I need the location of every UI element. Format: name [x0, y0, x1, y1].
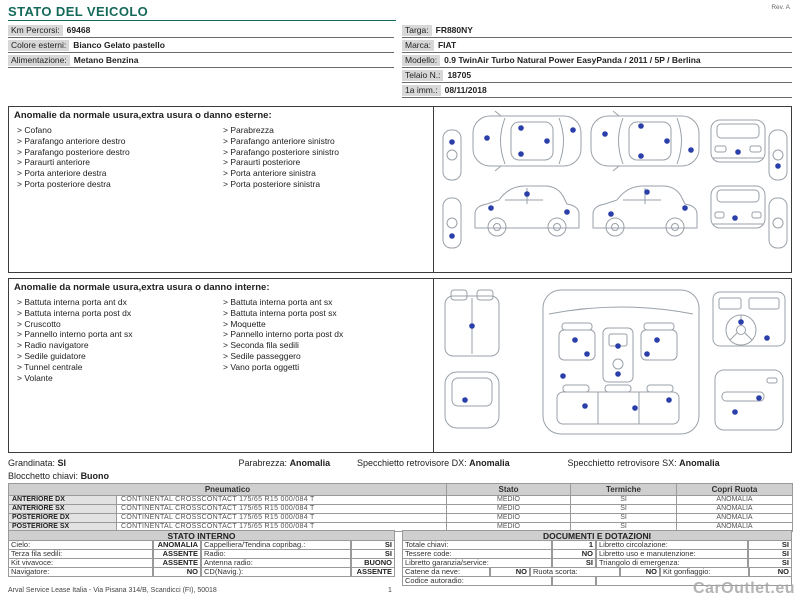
field-label: Ruota scorta:: [530, 568, 620, 577]
summary-item: [8, 471, 792, 482]
field-label: Navigatore:: [8, 568, 153, 577]
column-header: Copri Ruota: [677, 484, 793, 496]
field-label: Modello:: [402, 55, 440, 66]
field-value: NO: [153, 568, 201, 577]
field-label: Libretto garanzia/service:: [402, 559, 552, 568]
table-row: [402, 541, 792, 550]
vehicle-field: [8, 25, 394, 38]
tire-row: [9, 496, 793, 505]
tire-winter: SI: [571, 523, 677, 532]
field-label: Kit gonfiaggio:: [660, 568, 749, 577]
field-label: Antenna radio:: [201, 559, 351, 568]
field-label: Colore esterni:: [8, 40, 69, 51]
damage-item: > Paraurti posteriore: [223, 157, 301, 168]
tire-row: [9, 505, 793, 514]
summary-value: Anomalia: [469, 458, 510, 468]
tire-hubcap: ANOMALIA: [677, 496, 793, 505]
column-header: Pneumatico: [9, 484, 447, 496]
tire-winter: SI: [571, 496, 677, 505]
field-label: Triangolo di emergenza:: [596, 559, 748, 568]
field-label: Marca:: [402, 40, 434, 51]
boot-view: [445, 372, 499, 428]
field-label: Libretto uso e manutenzione:: [596, 550, 748, 559]
summary-item: [568, 458, 720, 469]
field-value: 08/11/2018: [444, 85, 487, 95]
table-row: [402, 568, 792, 577]
field-label: Cielo:: [8, 541, 153, 550]
vehicle-field: [8, 55, 394, 68]
field-value: ASSENTE: [153, 550, 201, 559]
vehicle-fields-left: [8, 25, 394, 70]
vehicle-field: [402, 85, 792, 98]
field-label: Catene da neve:: [402, 568, 490, 577]
section-title: Anomalie da normale usura,extra usura o danno interne:: [14, 282, 270, 293]
field-value: NO: [749, 568, 792, 577]
summary-value: Buono: [80, 471, 110, 481]
summary-value: Anomalia: [679, 458, 720, 468]
damage-item: > Parafango anteriore destro: [17, 135, 126, 146]
exterior-car-diagram: [435, 108, 791, 269]
tire-row: [9, 514, 793, 523]
exterior-anomalies-section: [8, 106, 792, 273]
field-value: SI: [351, 541, 395, 550]
exterior-diagram-panel: [433, 107, 792, 272]
tire-spec: CONTINENTAL CROSSCONTACT 175/65 R15 000/084 T: [117, 514, 447, 523]
damage-item: > Porta anteriore destra: [17, 168, 107, 179]
field-value: SI: [552, 559, 596, 568]
column-header: Stato: [447, 484, 571, 496]
field-label: Codice autoradio:: [402, 577, 552, 586]
tire-spec: CONTINENTAL CROSSCONTACT 175/65 R15 000/084 T: [117, 505, 447, 514]
damage-item: > Pannello interno porta post dx: [223, 329, 344, 340]
wheel-strip-right: [769, 130, 787, 248]
tire-winter: SI: [571, 505, 677, 514]
footer-company: Arval Service Lease Italia - Via Pisana 314/B, Scandicci (FI), 50018: [8, 587, 217, 594]
tires-header-row: [9, 484, 793, 496]
page-number: 1: [388, 587, 392, 594]
tire-position: POSTERIORE DX: [9, 514, 117, 523]
cabin-top-view: [543, 290, 699, 434]
damage-item: > Seconda fila sedili: [223, 340, 299, 351]
damage-item: > Porta anteriore sinistra: [223, 168, 316, 179]
table-row: [8, 568, 395, 577]
tire-hubcap: ANOMALIA: [677, 523, 793, 532]
condition-summary: [8, 458, 792, 482]
vehicle-field: [402, 55, 792, 68]
field-value: SI: [748, 559, 792, 568]
field-label: Cappelliera/Tendina copribag.:: [201, 541, 351, 550]
interior-car-diagram: [435, 280, 791, 443]
damage-item: > Paraurti anteriore: [17, 157, 90, 168]
damage-item: > Sedile passeggero: [223, 350, 301, 361]
summary-value: SI: [57, 458, 67, 468]
field-value: NO: [552, 550, 596, 559]
car-top-view-left-side: [591, 111, 699, 171]
damage-item: > Radio navigatore: [17, 340, 89, 351]
damage-item: > Battuta interna porta post dx: [17, 307, 132, 318]
field-value: SI: [351, 550, 395, 559]
field-value: Bianco Gelato pastello: [73, 40, 165, 50]
field-value: ASSENTE: [351, 568, 395, 577]
damage-list-column: [223, 297, 429, 383]
tires-table: [8, 483, 793, 532]
summary-label: Grandinata:: [8, 458, 56, 468]
column-header: Termiche: [571, 484, 677, 496]
field-label: Telaio N.:: [402, 70, 443, 81]
damage-item: > Pannello interno porta ant sx: [17, 329, 133, 340]
wheel-strip-left: [443, 130, 461, 248]
field-label: Targa:: [402, 25, 432, 36]
damage-item: > Parafango posteriore destro: [17, 146, 130, 157]
damage-item: > Battuta interna porta ant dx: [17, 297, 127, 307]
field-label: Radio:: [201, 550, 351, 559]
summary-label: Blocchetto chiavi:: [8, 471, 79, 481]
damage-list-column: [17, 125, 223, 190]
table-row: [8, 559, 395, 568]
field-value: FR880NY: [435, 25, 473, 35]
field-label: Terza fila sedili:: [8, 550, 153, 559]
field-label: Km Percorsi:: [8, 25, 63, 36]
damage-list-column: [17, 297, 223, 383]
field-label: 1a imm.:: [402, 85, 441, 96]
field-value: ANOMALIA: [153, 541, 201, 550]
revision-label: Rev. A: [771, 4, 790, 11]
damage-item: > Battuta interna porta post sx: [223, 307, 337, 318]
field-label: Libretto circolazione:: [596, 541, 748, 550]
title-rule: [8, 20, 396, 21]
tire-hubcap: ANOMALIA: [677, 514, 793, 523]
summary-label: Specchietto retrovisore DX:: [357, 458, 467, 468]
table-row: [402, 550, 792, 559]
summary-item: [239, 458, 355, 469]
field-label: Alimentazione:: [8, 55, 70, 66]
interior-anomalies-section: [8, 278, 792, 453]
field-value: SI: [748, 550, 792, 559]
tire-position: ANTERIORE DX: [9, 496, 117, 505]
field-label: Kit vivavoce:: [8, 559, 153, 568]
tire-state: MEDIO: [447, 496, 571, 505]
damage-item: > Parafango posteriore sinistro: [223, 146, 339, 157]
tire-state: MEDIO: [447, 514, 571, 523]
damage-item: > Moquette: [223, 318, 266, 329]
table-row: [8, 541, 395, 550]
stato-interno-table: [8, 530, 395, 577]
tire-state: MEDIO: [447, 505, 571, 514]
field-value: [552, 577, 596, 586]
field-value: SI: [748, 541, 792, 550]
vehicle-field: [402, 25, 792, 38]
car-top-view-right-side: [473, 111, 581, 171]
exterior-damage-dots: [449, 123, 781, 239]
field-value: 69468: [66, 25, 91, 35]
damage-item: > Volante: [17, 372, 53, 383]
table-title: STATO INTERNO: [8, 530, 395, 541]
damage-item: > Vano porta oggetti: [223, 361, 300, 372]
field-value: NO: [620, 568, 660, 577]
vehicle-field: [402, 40, 792, 53]
damage-item: > Porta posteriore sinistra: [223, 178, 321, 189]
table-row: [402, 559, 792, 568]
vehicle-field: [8, 40, 394, 53]
tire-position: ANTERIORE SX: [9, 505, 117, 514]
summary-label: Specchietto retrovisore SX:: [567, 458, 677, 468]
damage-list-column: [223, 125, 429, 190]
tire-spec: CONTINENTAL CROSSCONTACT 175/65 R15 000/084 T: [117, 523, 447, 532]
damage-item: > Sedile guidatore: [17, 350, 86, 361]
table-row: [8, 550, 395, 559]
tire-position: POSTERIORE SX: [9, 523, 117, 532]
dashboard-steering-view: [713, 292, 785, 346]
damage-item: > Battuta interna porta ant sx: [223, 297, 333, 307]
vehicle-field: [402, 70, 792, 83]
field-value: NO: [490, 568, 530, 577]
tire-state: MEDIO: [447, 523, 571, 532]
door-panel-view: [715, 370, 783, 430]
field-value: FIAT: [437, 40, 457, 50]
summary-item: [357, 458, 565, 469]
damage-item: > Cofano: [17, 125, 52, 135]
damage-item: > Cruscotto: [17, 318, 61, 329]
damage-item: > Parafango anteriore sinistro: [223, 135, 335, 146]
watermark: CarOutlet.eu: [692, 580, 795, 597]
summary-item: [8, 458, 236, 469]
summary-label: Parabrezza:: [238, 458, 288, 468]
tire-winter: SI: [571, 514, 677, 523]
field-label: CD(Navig.):: [201, 568, 351, 577]
damage-item: > Parabrezza: [223, 125, 274, 135]
vehicle-fields-right: [402, 25, 792, 100]
rear-bench-front-view: [445, 290, 499, 356]
table-title: DOCUMENTI E DOTAZIONI: [402, 530, 792, 541]
field-value: Metano Benzina: [73, 55, 139, 65]
field-value: 0.9 TwinAir Turbo Natural Power EasyPanda / 2011 / 5P / Berlina: [444, 55, 701, 65]
car-front-view: [711, 120, 765, 162]
field-value: ASSENTE: [153, 559, 201, 568]
field-label: Totale chiavi:: [402, 541, 552, 550]
car-rear-view: [711, 186, 765, 228]
field-value: 18705: [447, 70, 472, 80]
summary-value: Anomalia: [289, 458, 331, 468]
tire-hubcap: ANOMALIA: [677, 505, 793, 514]
page-title: STATO DEL VEICOLO: [8, 4, 149, 19]
field-label: Tessere code:: [402, 550, 552, 559]
documenti-dotazioni-table: [402, 530, 792, 586]
damage-item: > Porta posteriore destra: [17, 178, 111, 189]
field-value: BUONO: [351, 559, 395, 568]
tire-spec: CONTINENTAL CROSSCONTACT 175/65 R15 000/084 T: [117, 496, 447, 505]
field-value: 1: [552, 541, 596, 550]
interior-diagram-panel: [433, 279, 792, 452]
section-title: Anomalie da normale usura,extra usura o danno esterne:: [14, 110, 272, 121]
damage-item: > Tunnel centrale: [17, 361, 83, 372]
